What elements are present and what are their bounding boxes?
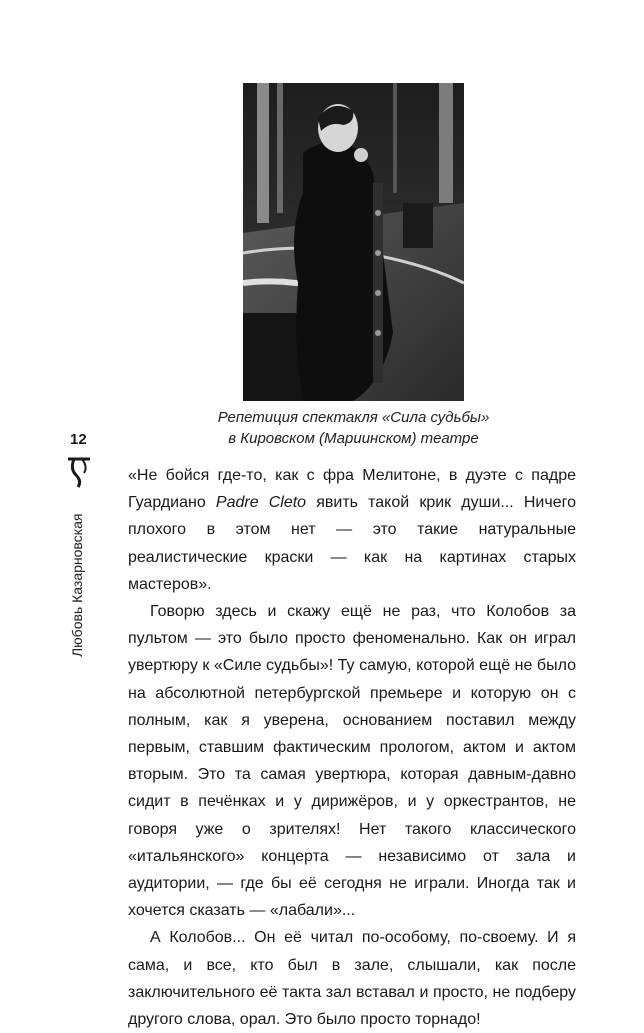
paragraph: Говорю здесь и скажу ещё не раз, что Колобов за пультом — это было просто феноменально. Как он играл увертюру к «Силе судьбы»! Ту самую, которой ещё не было на абсолютной петербургской премьере и которую он с полным, как я уверена, основанием поставил между первым, ставшим фактическим прологом, актом и актом вторым. Это та самая увертюра, которая давным-давно сидит в печёнках и у дирижёров, и у оркестрантов, не говоря уже о зрителях! Нет такого классического «итальянского» концерта — независимо от зала и аудитории, — где бы её сегодня не играли. Иногда так и хочется сказать — «лабали»...: [128, 603, 576, 920]
running-head: [69, 497, 91, 657]
caption-line: в Кировском (Мариинском) театре: [228, 430, 479, 447]
caption-line: Репетиция спектакля «Сила судьбы»: [217, 409, 490, 426]
paragraph: [128, 462, 576, 598]
paragraph-italic: Padre Cleto: [215, 494, 307, 512]
page-number: 12: [70, 431, 87, 448]
paragraph: А Колобов... Он её читал по-особому, по-своему. И я сама, и все, кто был в зале, слышали, как после заключительного её такта зал вставал и просто, не подберу другого слова, орал. Это было просто торнадо!: [128, 929, 576, 1029]
paragraph-text: «Не бойся где-то, как с фра Мелитоне, в дуэте с падре Гуардиано: [128, 467, 576, 512]
rehearsal-photo: [243, 83, 464, 401]
photo-caption: [150, 407, 557, 449]
photo: [243, 83, 464, 401]
publisher-logo-icon: [66, 453, 92, 489]
body-text: [128, 462, 576, 1033]
running-head-text: Любовь Казарновская: [69, 513, 85, 657]
paragraph-text: явить такой крик души... Ничего плохого в этом нет — это такие натуральные реалистические краски — как на картинах старых мастеров».: [128, 494, 576, 593]
